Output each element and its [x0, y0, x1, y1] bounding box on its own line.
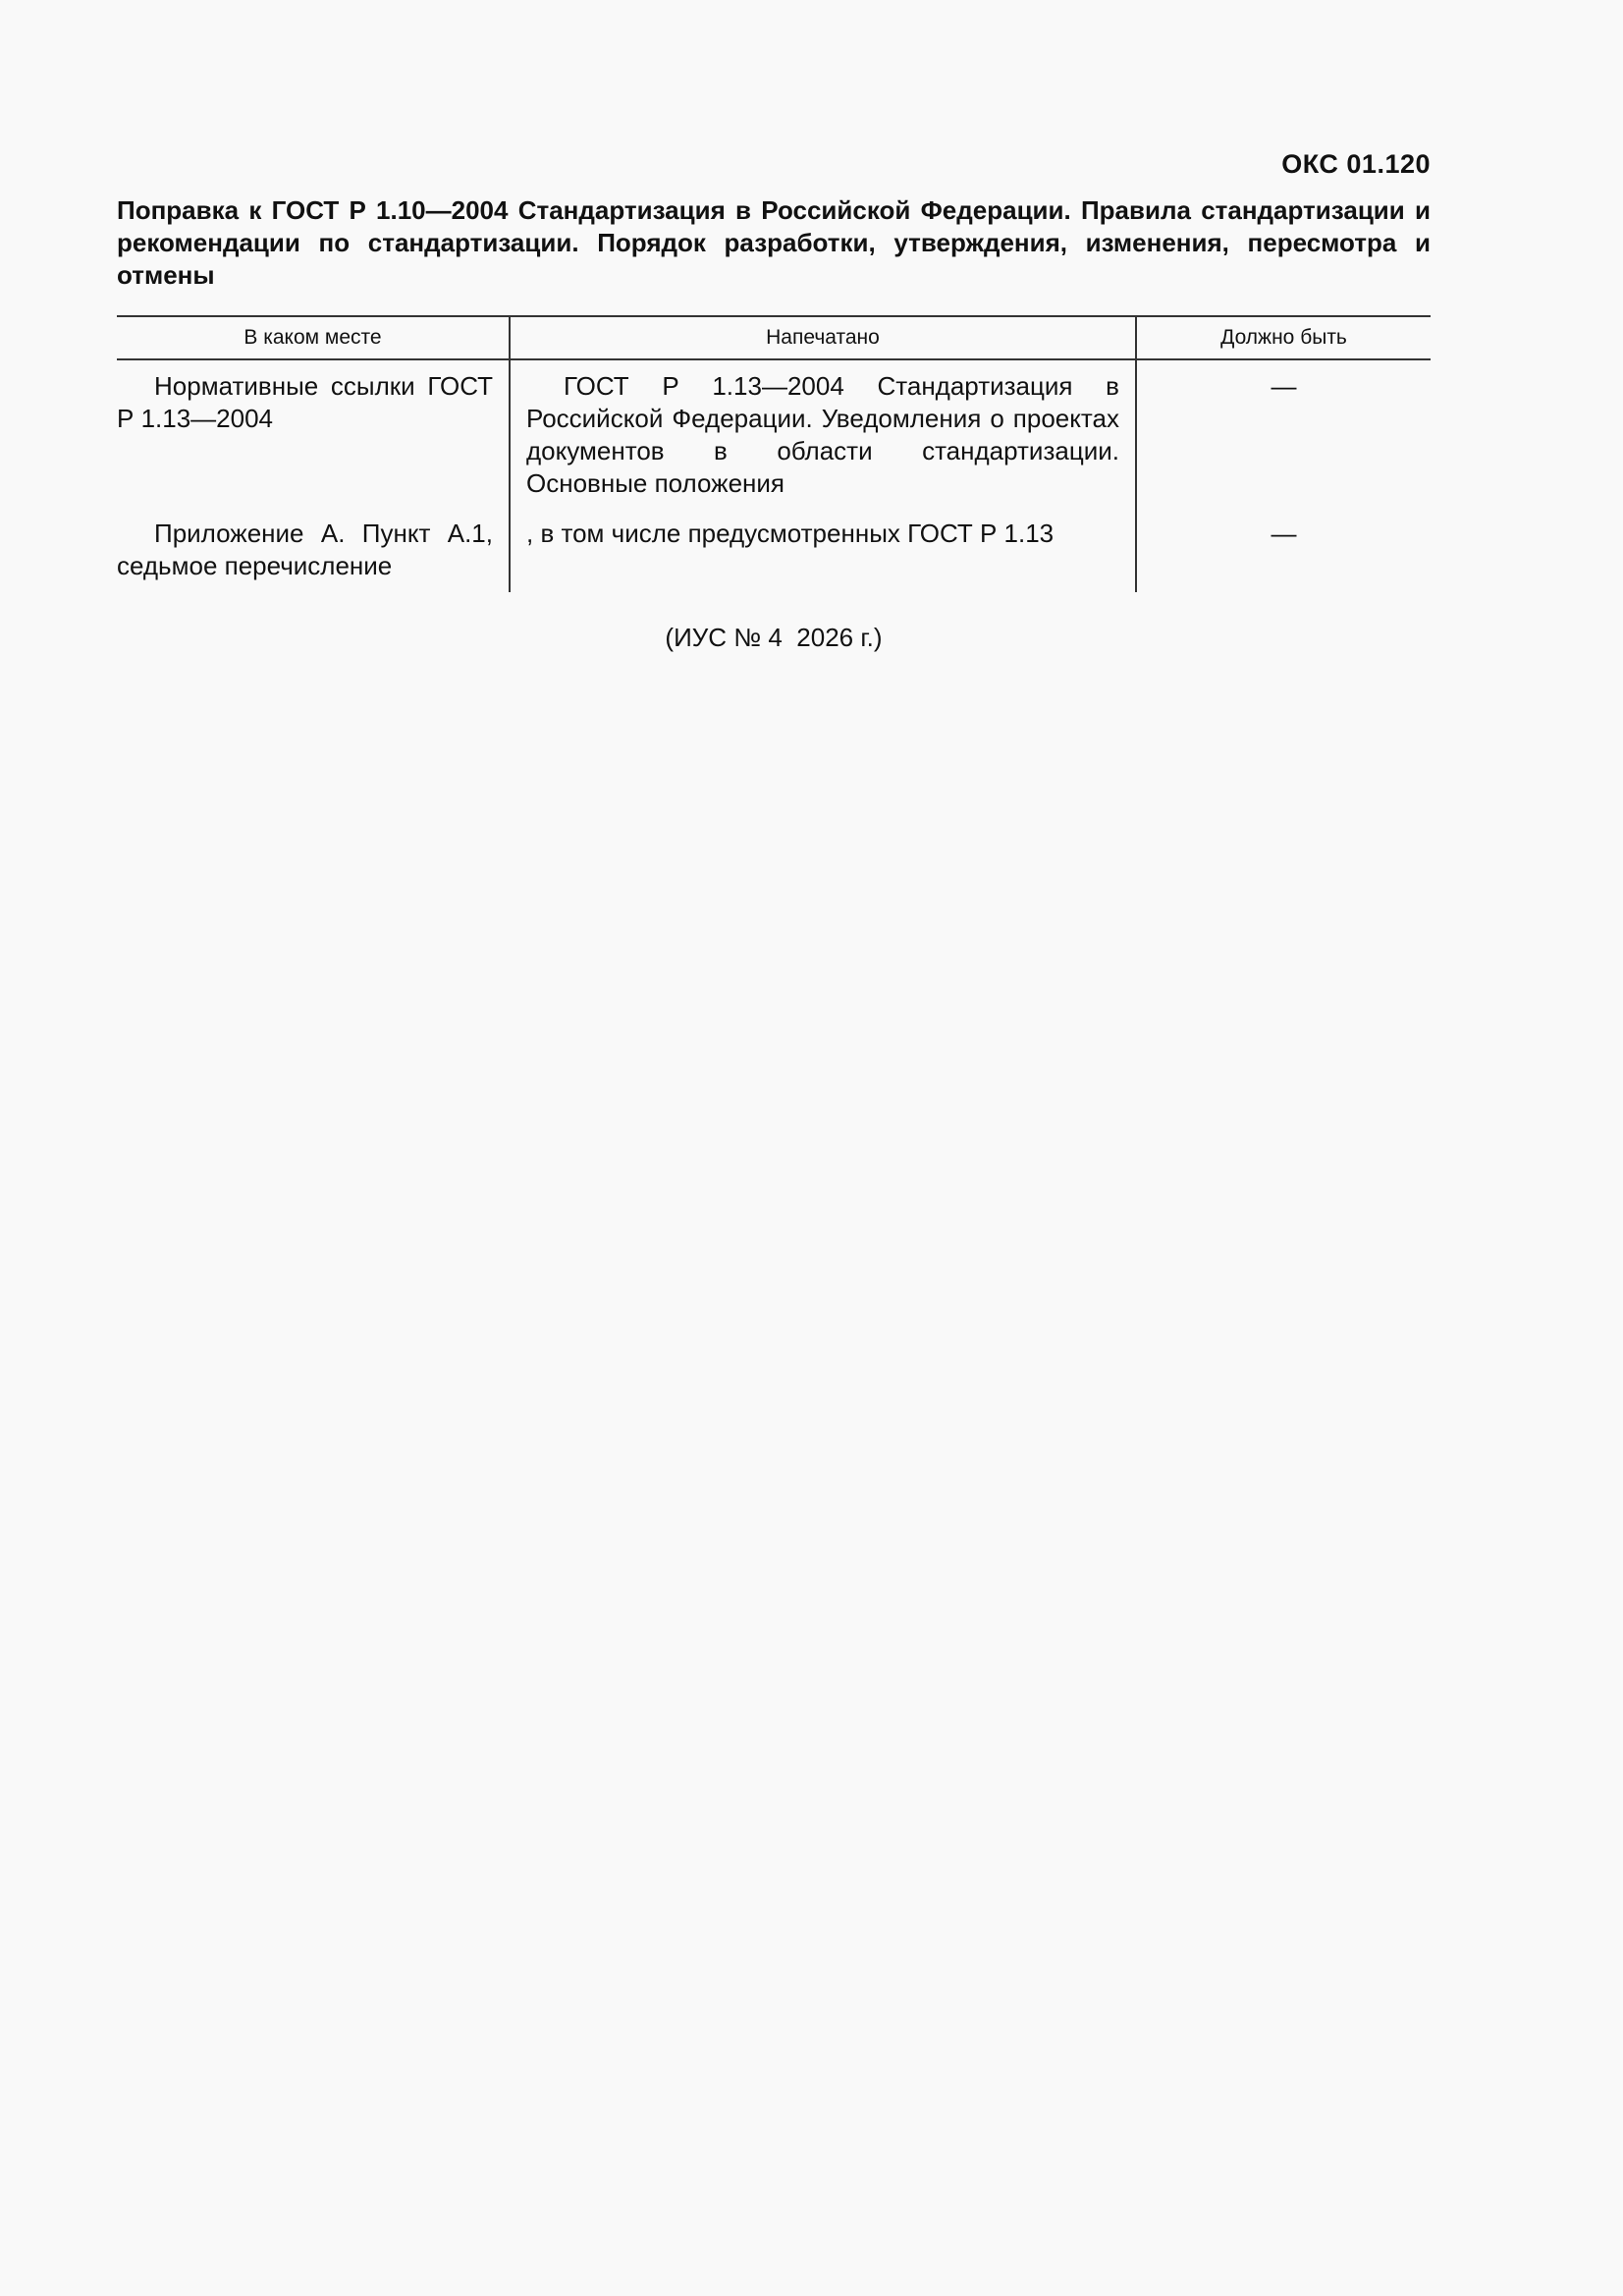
- table-header-row: [117, 316, 1431, 359]
- table-row: [117, 510, 1431, 592]
- cell-place: Приложение А. Пункт А.1, седьмое перечисление: [117, 519, 493, 580]
- column-header-should-be: Должно быть: [1136, 316, 1431, 359]
- table-row: [117, 359, 1431, 510]
- ius-issue-reference: (ИУС № 4 2026 г.): [665, 623, 883, 652]
- amendment-table: [117, 315, 1431, 592]
- cell-place: Нормативные ссылки ГОСТ Р 1.13—2004: [117, 371, 493, 433]
- cell-should-be: —: [1136, 359, 1431, 510]
- cell-should-be: —: [1136, 510, 1431, 592]
- document-page: [117, 147, 1431, 654]
- cell-printed: , в том числе предусмотренных ГОСТ Р 1.13: [510, 510, 1136, 592]
- oks-code: ОКС 01.120: [1281, 149, 1431, 179]
- column-header-printed: Напечатано: [510, 316, 1136, 359]
- column-header-place: В каком месте: [117, 316, 510, 359]
- cell-printed: ГОСТ Р 1.13—2004 Стандартизация в Российской Федерации. Уведомления о проектах документов в области стандартизации. Основные положения: [510, 359, 1136, 510]
- amendment-title: Поправка к ГОСТ Р 1.10—2004 Стандартизация в Российской Федерации. Правила стандартизации и рекомендации по стандартизации. Порядок разработки, утверждения, изменения, пересмотра и отмены: [117, 195, 1431, 290]
